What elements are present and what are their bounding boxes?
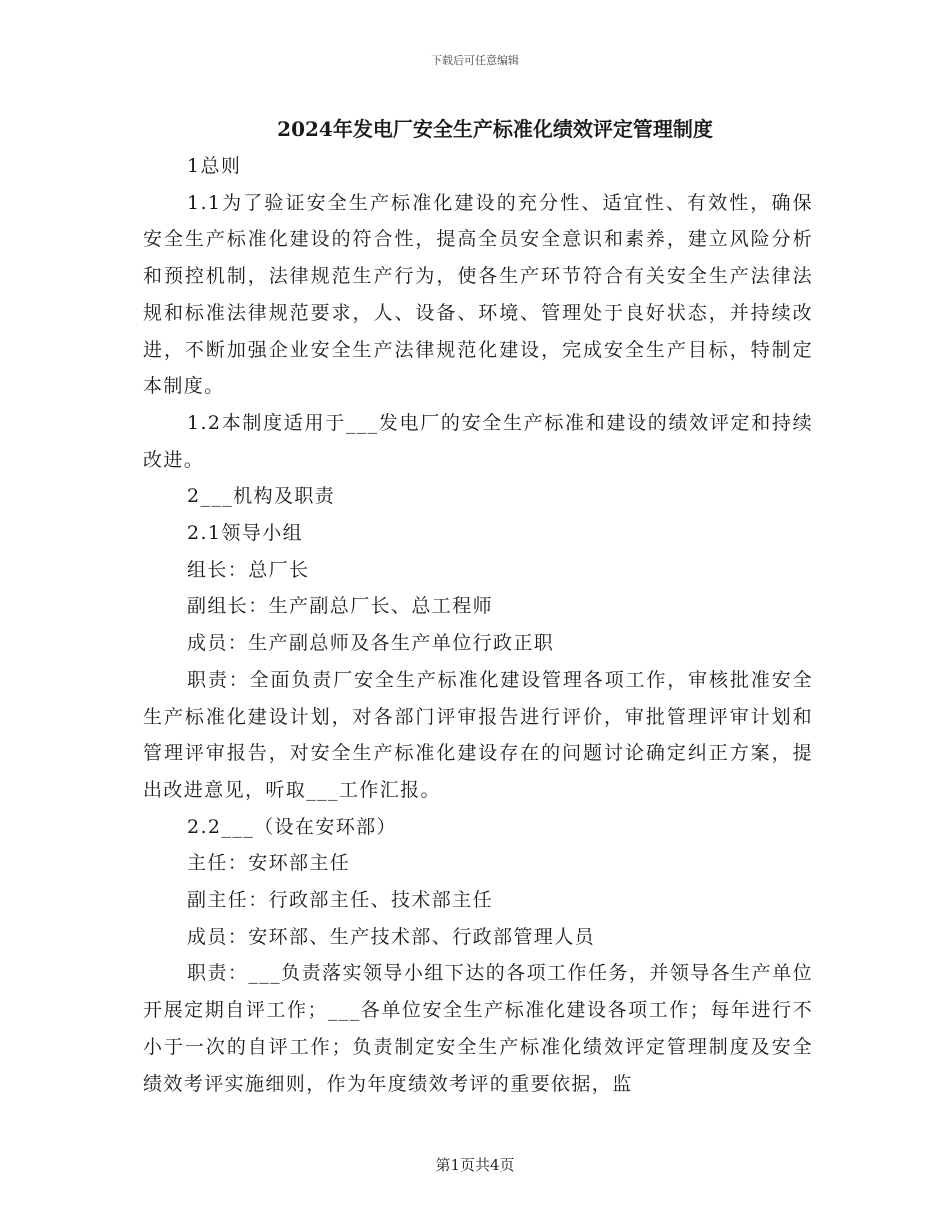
paragraph-office-duties: 职责：___负责落实领导小组下达的各项工作任务，并领导各生产单位开展定期自评工作；___各单位安全生产标准化建设各项工作；每年进行不小于一次的自评工作；负责制定安全生产标准化绩效评定管理制度及安全绩效考评实施细则，作为年度绩效考评的重要依据，监 [143,962,813,1095]
paragraph-scope: 1.2本制度适用于___发电厂的安全生产标准和建设的绩效评定和持续改进。 [143,411,813,471]
section-heading-organization: 2___机构及职责 [187,485,336,508]
page-header-note: 下载后可任意编辑 [431,54,519,67]
deputy-leader-line: 副组长：生产副总厂长、总工程师 [187,595,494,618]
subsection-heading-leadership: 2.1领导小组 [187,522,304,545]
subsection-heading-office: 2.2___（设在安环部） [187,815,397,838]
document-title: 2024年发电厂安全生产标准化绩效评定管理制度 [277,117,713,141]
paragraph-leadership-duties: 职责：全面负责厂安全生产标准化建设管理各项工作，审核批准安全生产标准化建设计划，对各部门评审报告进行评价，审批管理评审计划和管理评审报告，对安全生产标准化建设存在的问题讨论确定纠正方案，提出改进意见，听取___工作汇报。 [143,668,813,801]
leader-line: 组长：总厂长 [187,558,310,581]
members-line: 成员：生产副总师及各生产单位行政正职 [187,632,555,655]
document-body [143,148,813,1102]
director-line: 主任：安环部主任 [187,852,351,875]
section-heading-general: 1总则 [187,155,242,177]
office-members-line: 成员：安环部、生产技术部、行政部管理人员 [187,925,596,948]
page-number: 第1页共4页 [435,1156,515,1174]
deputy-director-line: 副主任：行政部主任、技术部主任 [187,889,494,912]
paragraph-purpose: 1.1为了验证安全生产标准化建设的充分性、适宜性、有效性，确保安全生产标准化建设的符合性，提高全员安全意识和素养，建立风险分析和预控机制，法律规范生产行为，使各生产环节符合有关安全生产法律法规和标准法律规范要求，人、设备、环境、管理处于良好状态，并持续改进，不断加强企业安全生产法律规范化建设，完成安全生产目标，特制定本制度。 [143,191,813,398]
